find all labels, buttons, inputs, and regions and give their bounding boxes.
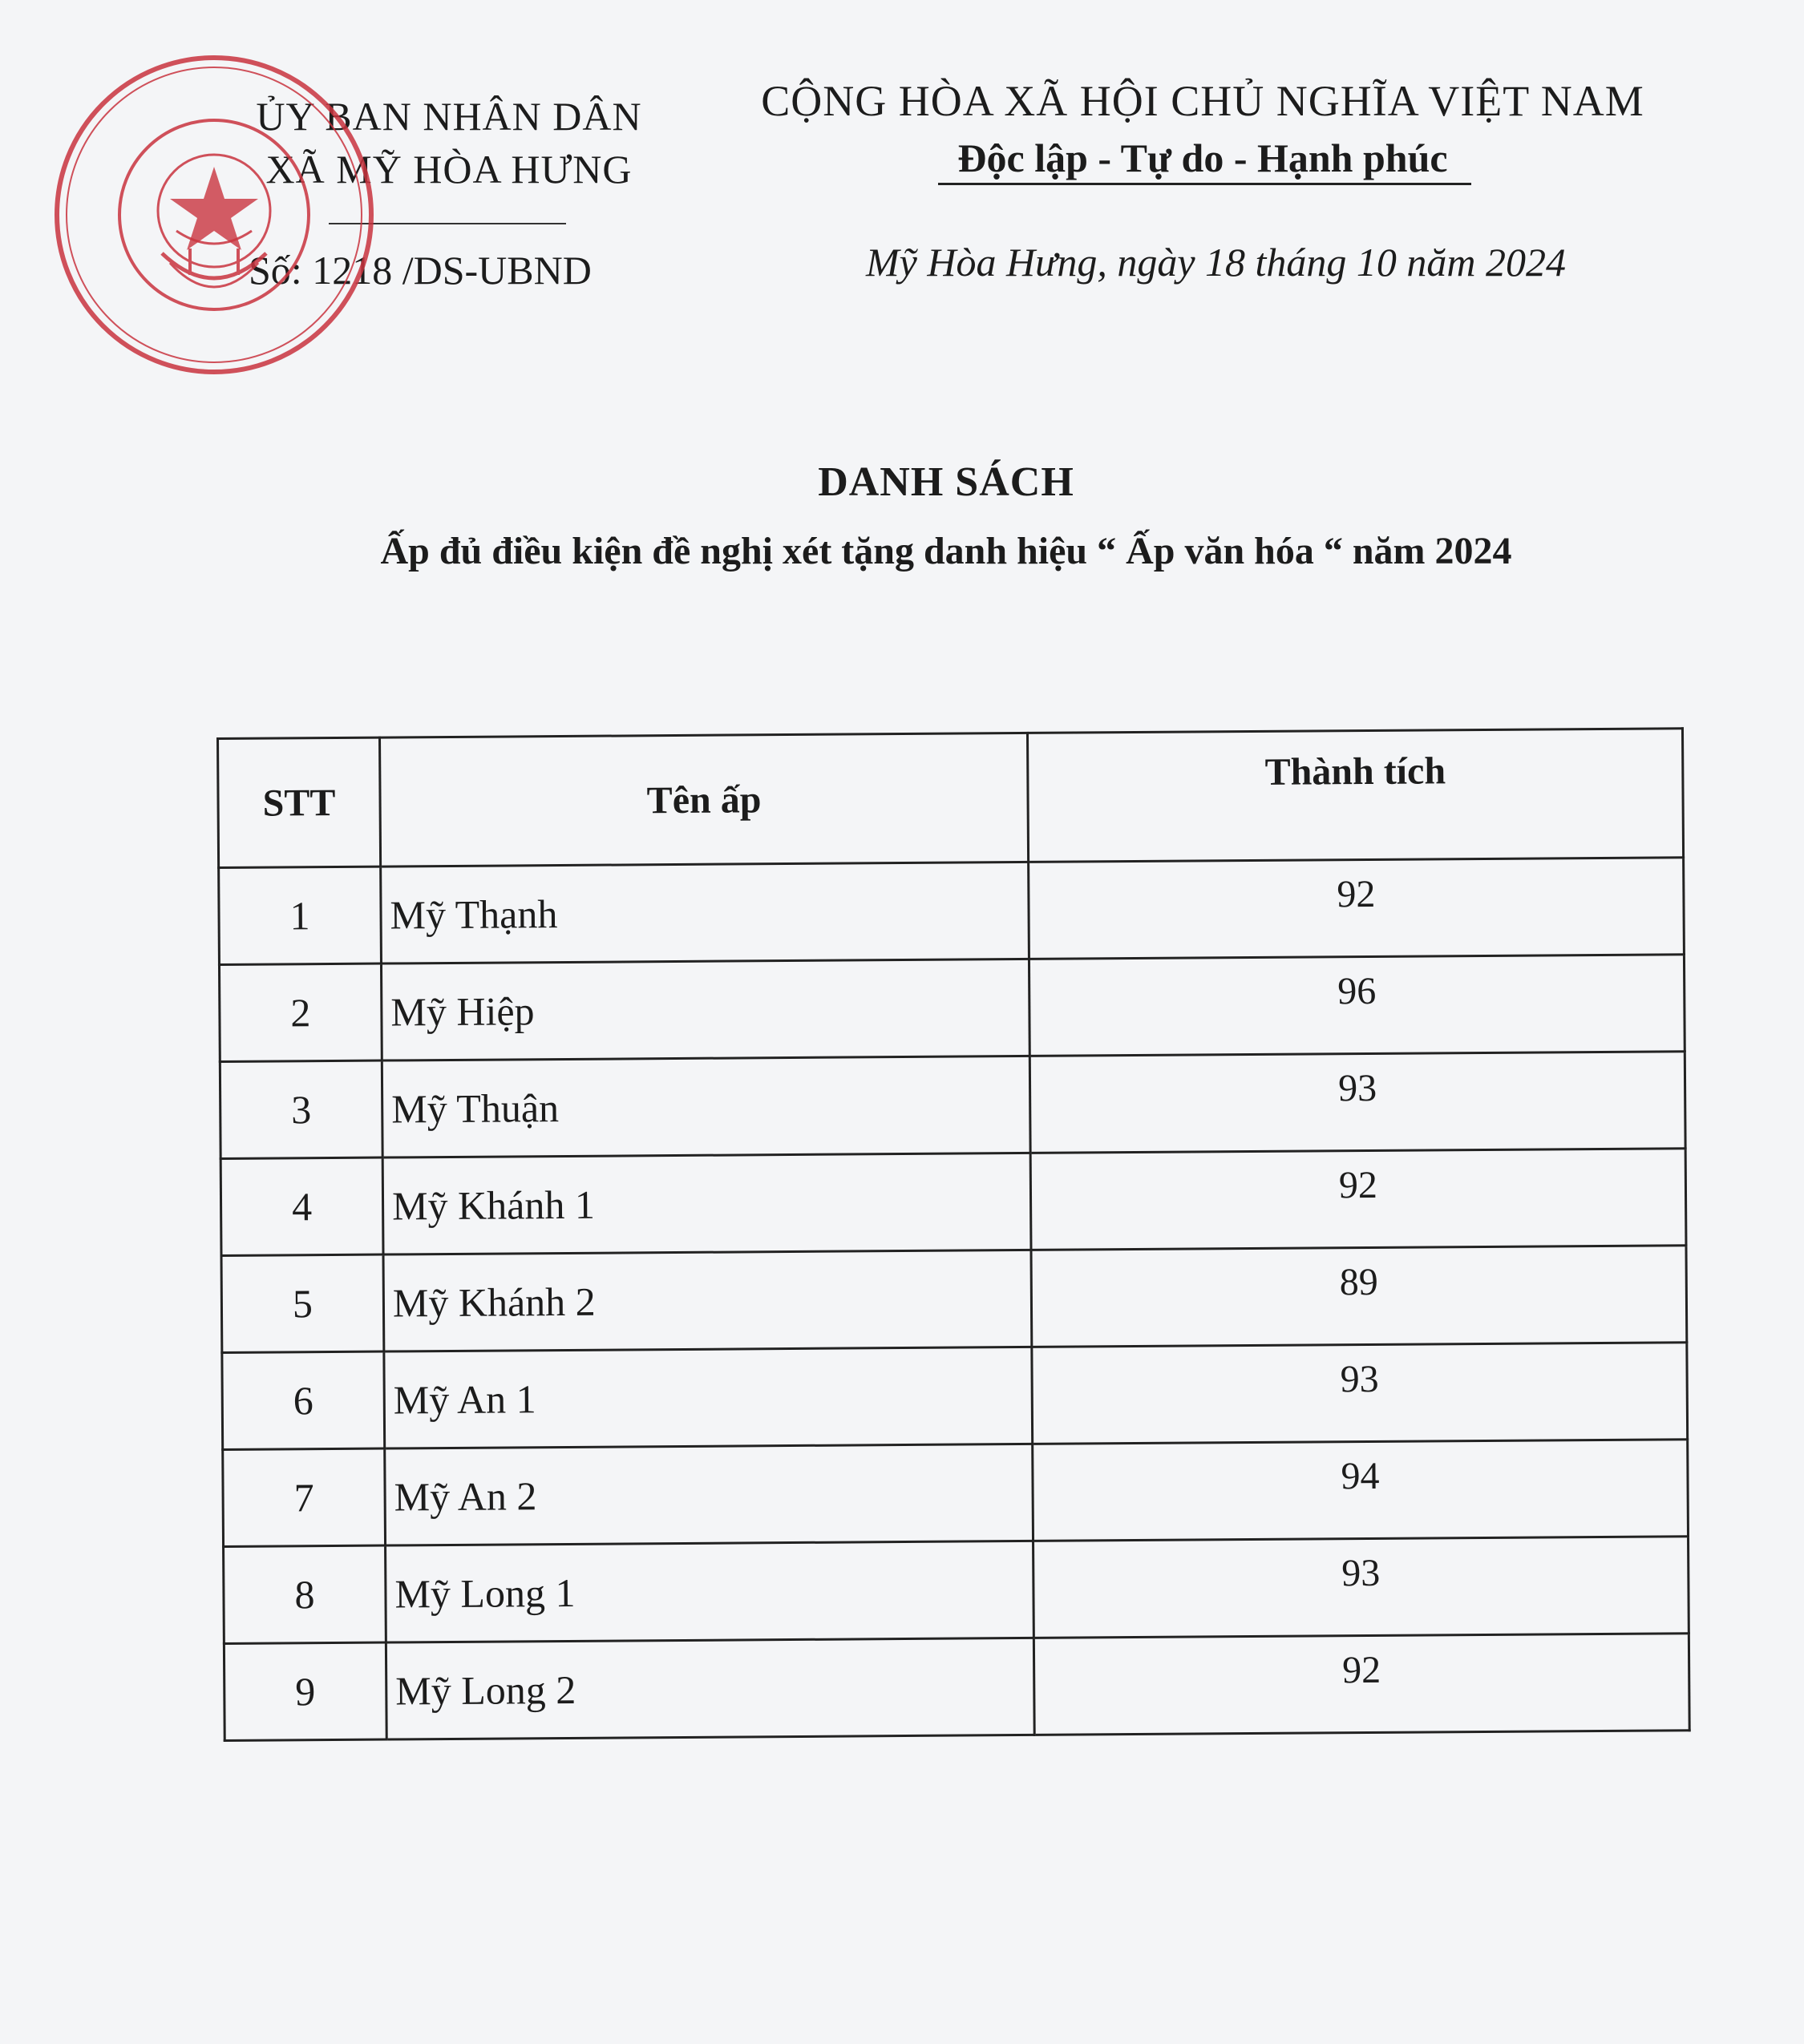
table-row	[224, 1634, 1689, 1741]
table-row	[219, 955, 1685, 1062]
row-stt: 6	[222, 1351, 385, 1449]
document-number: Số: 1218 /DS-UBND	[249, 248, 592, 293]
hamlet-table	[216, 727, 1690, 1715]
table-row	[221, 1246, 1687, 1353]
row-name: Mỹ Khánh 1	[382, 1153, 1031, 1254]
national-motto: Độc lập - Tự do - Hạnh phúc	[957, 135, 1448, 180]
row-name: Mỹ Hiệp	[381, 959, 1029, 1060]
org-line-1: ỦY BAN NHÂN DÂN	[256, 94, 642, 139]
row-score: 89	[1031, 1246, 1687, 1347]
table-row	[224, 1537, 1689, 1644]
row-stt: 1	[219, 866, 382, 964]
row-score: 92	[1033, 1634, 1689, 1735]
row-stt: 5	[221, 1254, 384, 1352]
table-row	[220, 1149, 1686, 1256]
row-name: Mỹ Thạnh	[381, 862, 1029, 963]
header-name: Tên ấp	[380, 733, 1029, 866]
row-score: 92	[1029, 858, 1685, 959]
table-row	[223, 1440, 1689, 1547]
document-subtitle: Ấp đủ điều kiện đề nghị xét tặng danh hiệu “ Ấp văn hóa “ năm 2024	[380, 530, 1512, 572]
row-score: 94	[1033, 1440, 1689, 1541]
motto-underline	[938, 183, 1471, 185]
header-stt: STT	[218, 737, 381, 867]
row-score: 93	[1032, 1343, 1688, 1444]
row-score: 96	[1029, 955, 1685, 1056]
row-stt: 9	[224, 1642, 386, 1740]
row-score: 93	[1029, 1052, 1685, 1153]
row-score: 93	[1033, 1537, 1689, 1638]
row-name: Mỹ Khánh 2	[383, 1250, 1032, 1351]
row-stt: 8	[224, 1545, 386, 1643]
row-name: Mỹ An 2	[385, 1444, 1033, 1545]
row-name: Mỹ Long 2	[386, 1638, 1034, 1739]
row-score: 92	[1030, 1149, 1686, 1250]
table-row	[220, 1052, 1685, 1159]
row-stt: 4	[220, 1157, 383, 1255]
place-date: Mỹ Hòa Hưng, ngày 18 tháng 10 năm 2024	[866, 240, 1567, 285]
table-row	[222, 1343, 1688, 1450]
national-title: CỘNG HÒA XÃ HỘI CHỦ NGHĨA VIỆT NAM	[761, 77, 1644, 125]
table-row	[219, 858, 1685, 965]
header-achievement: Thành tích	[1027, 729, 1683, 862]
row-stt: 7	[223, 1448, 386, 1546]
row-name: Mỹ Long 1	[386, 1541, 1034, 1642]
table-header-row	[218, 729, 1684, 868]
row-stt: 3	[220, 1060, 382, 1158]
official-seal-icon	[42, 46, 386, 383]
row-stt: 2	[219, 963, 382, 1061]
document-title: DANH SÁCH	[818, 459, 1074, 505]
row-name: Mỹ Thuận	[382, 1056, 1030, 1157]
org-line-2: XÃ MỸ HÒA HƯNG	[265, 147, 633, 192]
row-name: Mỹ An 1	[384, 1347, 1033, 1448]
